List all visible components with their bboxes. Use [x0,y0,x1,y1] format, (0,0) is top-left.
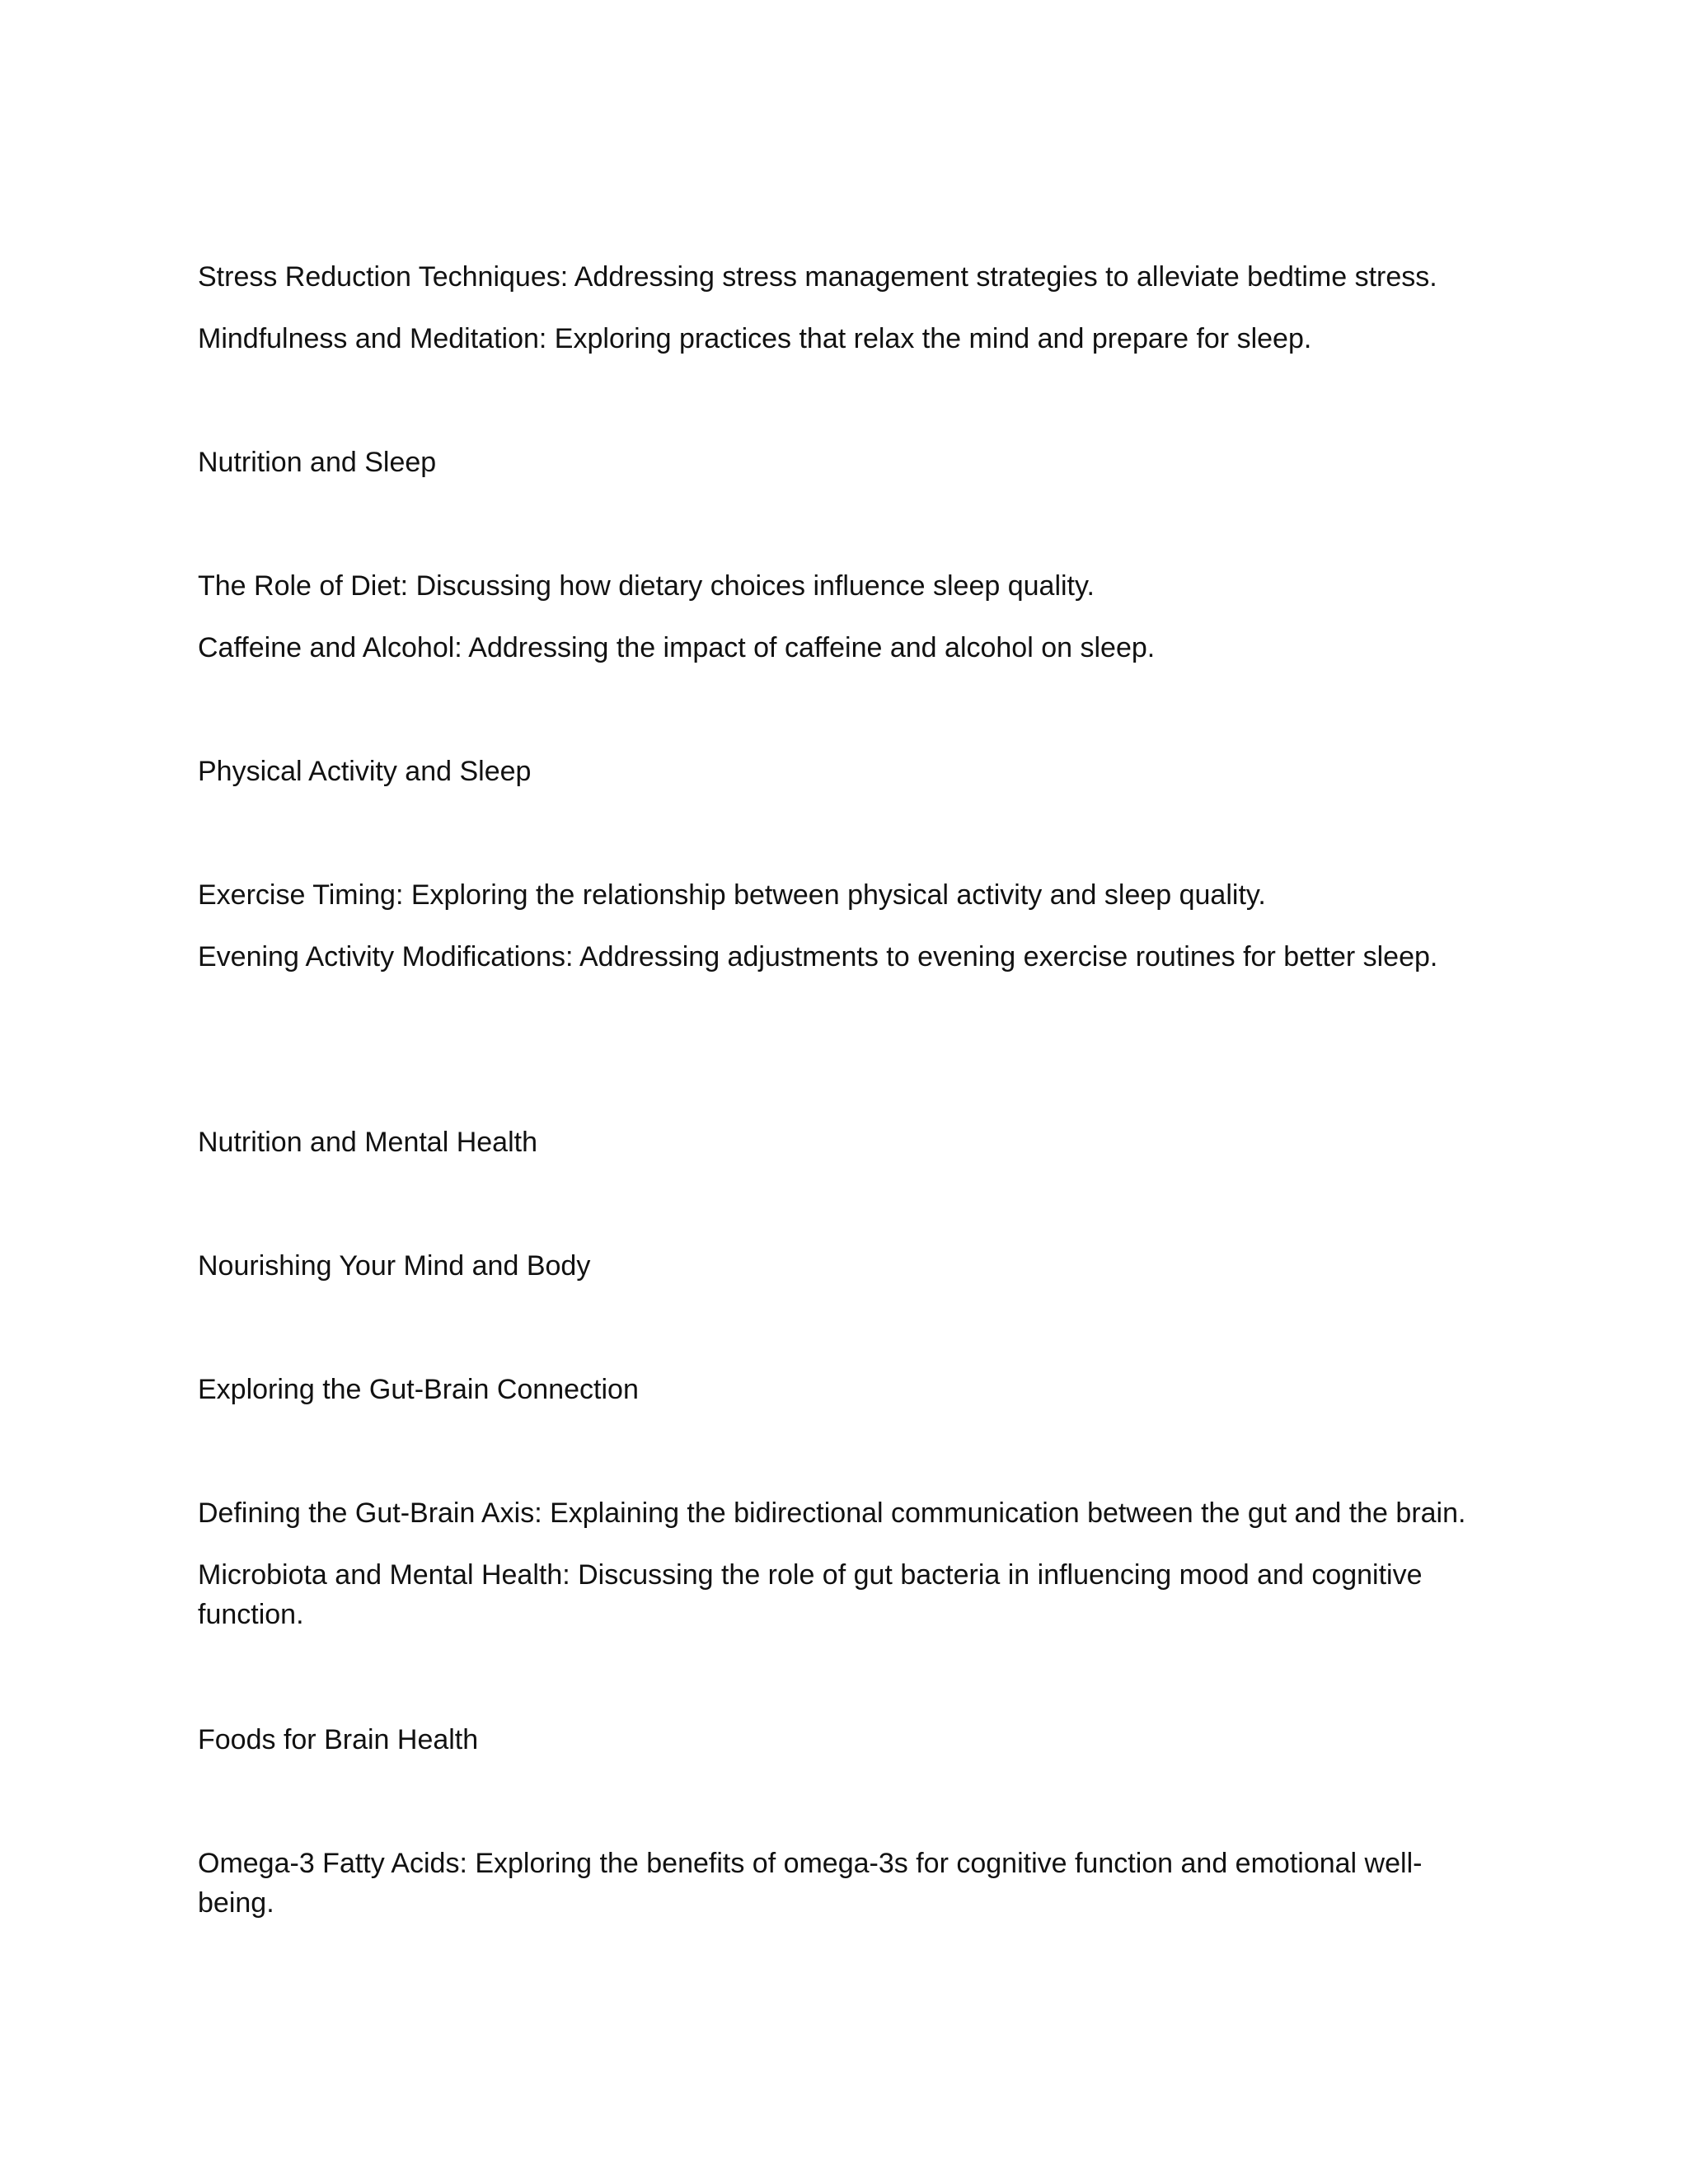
heading-gut-brain-connection: Exploring the Gut-Brain Connection [198,1374,639,1405]
paragraph-omega-3: Omega-3 Fatty Acids: Exploring the benefits of omega-3s for cognitive function and emotional well-being. [198,1848,1423,1919]
heading-nourishing-mind-body: Nourishing Your Mind and Body [198,1250,591,1282]
paragraph-evening-activity: Evening Activity Modifications: Addressing adjustments to evening exercise routines for better sleep. [198,941,1438,972]
heading-nutrition-and-mental-health: Nutrition and Mental Health [198,1127,538,1158]
paragraph-mindfulness-meditation: Mindfulness and Meditation: Exploring practices that relax the mind and prepare for sleep. [198,323,1312,354]
paragraph-role-of-diet: The Role of Diet: Discussing how dietary choices influence sleep quality. [198,570,1095,602]
paragraph-stress-reduction: Stress Reduction Techniques: Addressing stress management strategies to alleviate bedtime stress. [198,261,1437,293]
heading-nutrition-and-sleep: Nutrition and Sleep [198,447,437,478]
paragraph-microbiota-mental-health: Microbiota and Mental Health: Discussing the role of gut bacteria in influencing mood and cognitive function. [198,1559,1423,1630]
paragraph-caffeine-alcohol: Caffeine and Alcohol: Addressing the impact of caffeine and alcohol on sleep. [198,632,1156,663]
paragraph-exercise-timing: Exercise Timing: Exploring the relationship between physical activity and sleep quality. [198,879,1266,911]
paragraph-gut-brain-axis: Defining the Gut-Brain Axis: Explaining the bidirectional communication between the gut and the brain. [198,1497,1466,1529]
heading-physical-activity-and-sleep: Physical Activity and Sleep [198,756,532,787]
heading-foods-for-brain-health: Foods for Brain Health [198,1724,479,1755]
